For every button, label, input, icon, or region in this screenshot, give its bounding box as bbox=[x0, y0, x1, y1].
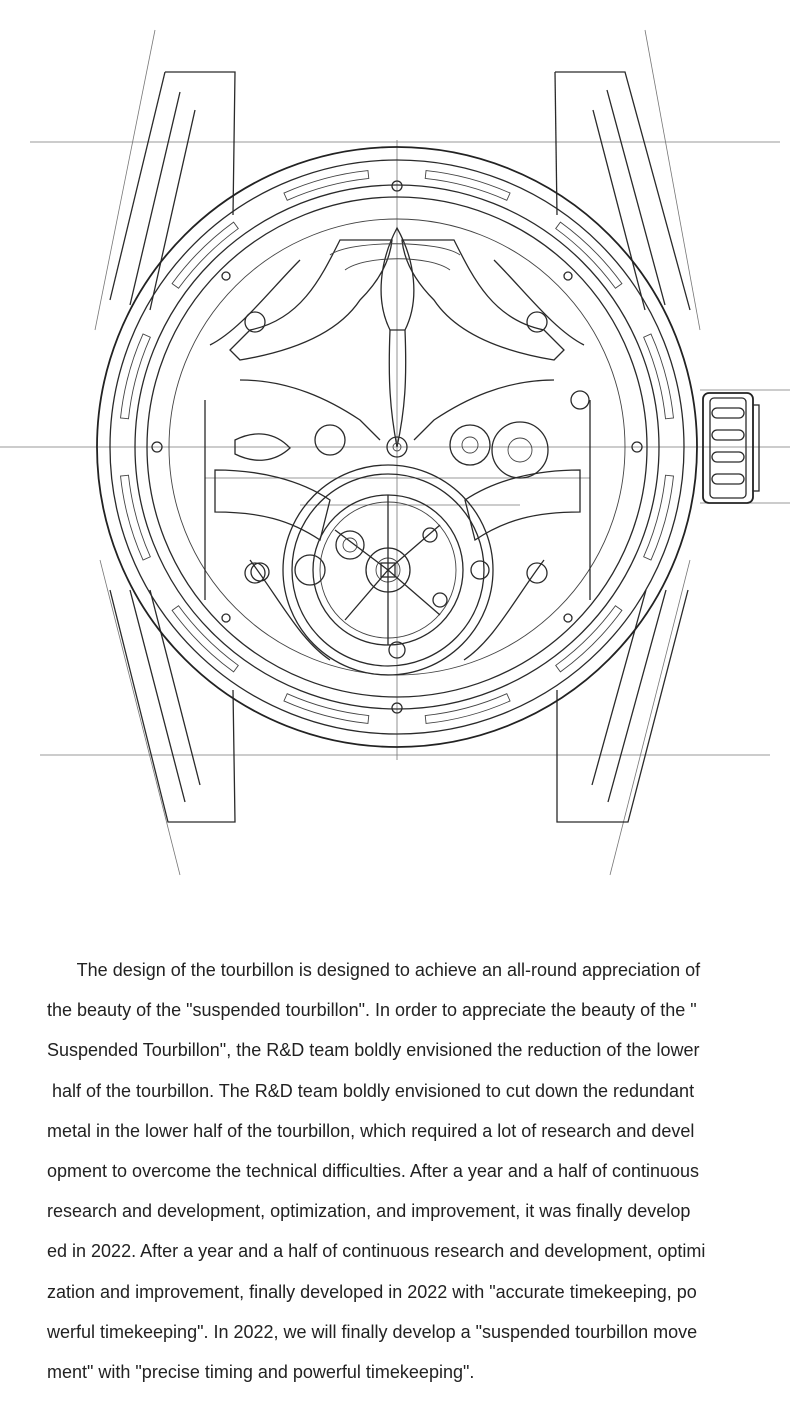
bezel-slot bbox=[556, 222, 622, 288]
description-line: metal in the lower half of the tourbillon, which required a lot of research and devel bbox=[47, 1120, 695, 1141]
description-line: the beauty of the "suspended tourbillon". In order to appreciate the beauty of the " bbox=[47, 1000, 697, 1021]
gear-train bbox=[245, 312, 589, 658]
bezel-slot bbox=[644, 475, 674, 560]
description-line: The design of the tourbillon is designed to achieve an all-round appreciation of bbox=[47, 960, 701, 980]
description-line: ed in 2022. After a year and a half of continuous research and development, optimi bbox=[47, 1241, 706, 1262]
tourbillon-cage bbox=[251, 465, 493, 675]
bezel-slot bbox=[121, 475, 151, 560]
bezel-slot bbox=[172, 222, 238, 288]
bezel-slot bbox=[644, 334, 674, 419]
construction-guides bbox=[0, 30, 790, 875]
description-line: ment" with "precise timing and powerful timekeeping". bbox=[47, 1362, 475, 1383]
upper-lugs bbox=[110, 72, 690, 310]
bezel-slot bbox=[284, 171, 369, 201]
description-line: research and development, optimization, and improvement, it was finally develop bbox=[47, 1201, 691, 1222]
lower-lugs bbox=[110, 590, 688, 822]
description-line: opment to overcome the technical difficulties. After a year and a half of continuous bbox=[47, 1161, 700, 1182]
tourbillon-description bbox=[47, 950, 763, 1392]
bezel-slot bbox=[556, 606, 622, 672]
bezel-slot bbox=[425, 694, 510, 724]
description-line: half of the tourbillon. The R&D team boldly envisioned to cut down the redundant bbox=[47, 1080, 695, 1101]
bezel-slot bbox=[284, 694, 369, 724]
crown bbox=[703, 393, 759, 503]
movement-bridges bbox=[205, 228, 590, 660]
description-line: Suspended Tourbillon", the R&D team boldly envisioned the reduction of the lower bbox=[47, 1040, 700, 1061]
description-line: zation and improvement, finally developed in 2022 with "accurate timekeeping, po bbox=[47, 1281, 697, 1302]
bezel-slot bbox=[172, 606, 238, 672]
bezel-slot bbox=[121, 334, 151, 419]
bezel-slot bbox=[425, 171, 510, 201]
description-line: werful timekeeping". In 2022, we will finally develop a "suspended tourbillon move bbox=[47, 1321, 698, 1342]
